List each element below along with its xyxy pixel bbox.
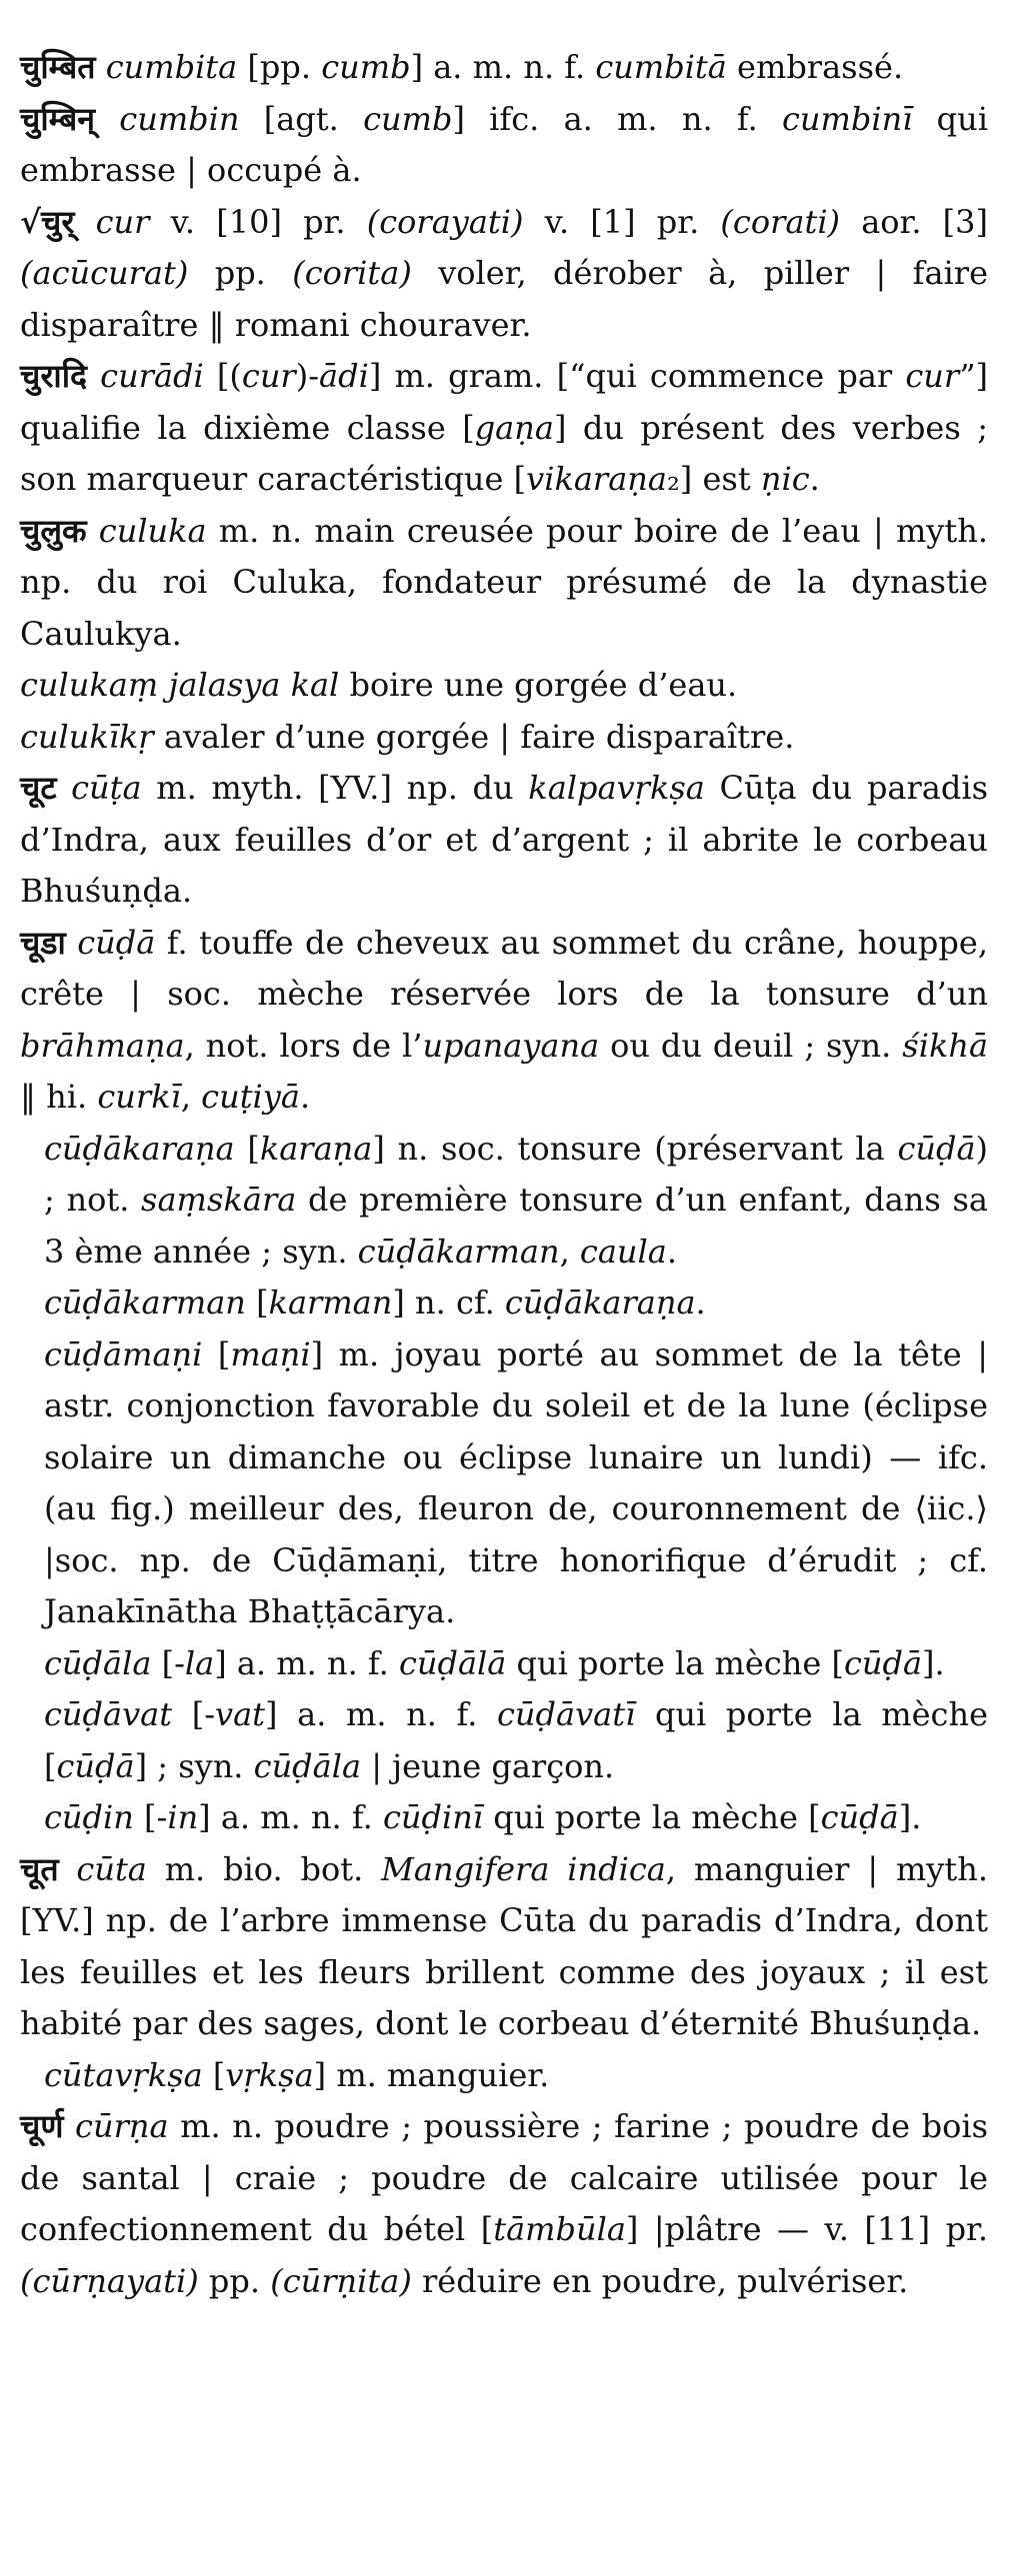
italic-term: vikaraṇa [526,460,667,498]
italic-term: cumbita [105,48,238,86]
headword-devanagari: चुरादि [20,357,87,395]
dictionary-entry [20,2101,988,2307]
sub-entry [20,1278,988,1329]
entry-text [63,2107,75,2145]
sub-entry [20,1124,988,1279]
italic-term: kalpavṛkṣa [528,769,705,807]
entry-text: [pp. [237,48,322,86]
entry-text: , [180,1078,202,1116]
entry-text: pp. [198,2261,271,2300]
dictionary-entry [20,660,988,712]
headword-devanagari: चुम्बित [20,48,96,86]
sub-entry [20,1329,988,1638]
italic-term: (acūcurat) [20,254,189,292]
entry-text: . [809,460,820,498]
italic-term: la [184,1643,215,1682]
entry-text: f. touffe de cheveux au sommet du crâne, houppe, crête | soc. mèche réservée lors de la tonsure d’un [20,923,989,1013]
entry-text [87,357,100,395]
headword-devanagari: चूर्ण [20,2107,64,2145]
entry-text: aor. [3] [840,202,988,241]
entry-text [66,924,77,962]
entry-text: , [559,1232,580,1271]
entry-text: m. myth. [YV.] np. du [141,769,529,807]
italic-term: cūḍāmaṇi [44,1334,203,1373]
italic-term: (corati) [720,202,841,241]
entry-text: ₂ [666,460,680,498]
italic-term: vṛkṣa [225,2055,314,2094]
italic-term: (cūrṇayati) [20,2261,199,2300]
italic-term: cūḍā [77,923,156,962]
entry-text: ‖ hi. [20,1078,98,1116]
entry-text: ] m. gram. [“qui commence par [368,357,906,395]
italic-term: ṇic [760,460,810,498]
entry-text: . [299,1078,311,1116]
entry-text: ]. [898,1798,922,1836]
entry-text: [ [202,2055,226,2094]
italic-term: cūḍāla [253,1746,362,1785]
entry-text: [- [133,1798,168,1836]
entry-text: ] a. m. n. f. [410,48,596,86]
italic-term: cumbinī [782,99,913,138]
entry-text: v. [1] pr. [523,202,721,241]
entry-text: de première tonsure d’un enfant, dans sa 3 ème année ; syn. [44,1181,989,1271]
entry-text: voler, dérober à, piller | faire disparaître ‖ romani chouraver. [20,254,988,344]
entry-text: v. [10] pr. [149,202,367,241]
headword-devanagari: चूत [20,1849,59,1888]
italic-term: tāmbūla [493,2210,626,2248]
headword-devanagari: चुलुक [20,511,87,550]
italic-term: karman [268,1284,393,1321]
entry-text: [ [202,1334,231,1373]
italic-term: gaṇa [474,408,554,447]
italic-term: cūḍākaraṇa [44,1129,235,1168]
entry-text: qui porte la mèche [ [506,1643,844,1682]
italic-term: cūḍā [56,1746,135,1785]
headword-devanagari: चूट [20,769,57,807]
entry-text: qui porte la mèche [ [483,1798,821,1836]
entry-text: avaler d’une gorgée | faire disparaître. [153,717,795,756]
italic-term: ādi [319,357,369,395]
entry-text: [agt. [239,99,364,138]
italic-term: cumb [321,48,411,86]
entry-text: [( [203,357,242,395]
entry-text [56,769,71,807]
italic-term: brāhmaṇa [20,1026,185,1065]
italic-term: cūḍinī [382,1798,484,1836]
entry-list [20,42,988,2307]
italic-term: cūṭa [71,769,142,807]
dictionary-entry [20,351,988,506]
entry-text: . [666,1232,677,1271]
entry-text: ou du deuil ; syn. [599,1026,903,1065]
dictionary-entry [20,763,988,918]
italic-term: cur [905,357,960,395]
entry-text: [- [151,1643,185,1682]
italic-term: cūḍākaraṇa [504,1284,696,1321]
sub-entry [20,1689,988,1792]
entry-text: ] m. manguier. [313,2055,550,2094]
entry-text: [ [245,1284,269,1321]
dictionary-entry [20,94,988,197]
entry-text [74,203,95,241]
italic-term: karaṇa [259,1129,373,1168]
entry-text: m. bio. bot. [146,1849,382,1888]
entry-text: ] ; syn. [134,1746,254,1785]
entry-text: ] n. soc. tonsure (préservant la [372,1129,898,1168]
italic-term: culukīkṛ [20,717,154,756]
entry-text: ]. [922,1643,945,1682]
italic-term: cūḍāvatī [496,1695,636,1733]
italic-term: culuka [98,511,207,550]
dictionary-entry [20,506,988,661]
dictionary-entry [20,918,988,1124]
italic-term: cūḍālā [398,1643,507,1682]
italic-term: in [167,1798,199,1836]
entry-text: ”] qualifie la dixième classe [ [20,357,989,447]
entry-text: | jeune garçon. [361,1746,615,1785]
entry-text: . [695,1284,706,1321]
italic-term: cur [241,357,296,395]
italic-term: culukaṃ jalasya kal [20,666,340,704]
italic-term: (corayati) [366,202,524,241]
sub-entry [20,1638,988,1690]
entry-text: ] |plâtre — v. [11] pr. [625,2210,989,2248]
italic-term: cūrṇa [75,2107,169,2145]
italic-term: (corita) [292,254,412,292]
italic-term: cumb [363,99,453,138]
entry-text: ] a. m. n. f. [198,1798,383,1836]
entry-text: ] a. m. n. f. [214,1643,399,1682]
italic-term: vat [215,1695,266,1733]
italic-term: cuṭiyā [201,1078,300,1116]
italic-term: śikhā [902,1026,989,1065]
entry-text: embrassé. [726,48,904,86]
entry-text: qui porte la mèche [ [44,1695,988,1785]
sub-entry [20,1792,988,1844]
italic-term: cur [95,202,150,241]
entry-text: )- [295,357,320,395]
italic-term: upanayana [422,1026,600,1065]
italic-term: curkī [97,1078,181,1116]
entry-text [95,100,119,138]
italic-term: cūḍākarman [44,1284,246,1321]
entry-text: ] m. joyau porté au sommet de la tête | astr. conjonction favorable du soleil et de la lune (éclipse solaire un dimanche ou éclipse lunaire un lundi) — ifc. (au fig.) meilleur des, fleuron de, couronnement de ⟨iic.⟩ |soc. np. de Cūḍāmaṇi, titre honorifique d’érudit ; cf. Janakīnātha Bhaṭṭācārya. [44,1334,989,1630]
italic-term: Mangifera indica [381,1849,666,1888]
italic-term: cūḍākarman [357,1232,560,1271]
italic-term: cūḍā [843,1643,923,1682]
entry-text: Cūṭa du paradis d’Indra, aux feuilles d’or et d’argent ; il abrite le corbeau Bhuśuṇḍa. [20,769,989,910]
entry-text: qui embrasse | occupé à. [20,99,989,189]
entry-text: boire une gorgée d’eau. [339,666,738,704]
italic-term: curādi [100,357,204,395]
italic-term: cūḍā [897,1129,976,1168]
entry-text [87,512,99,550]
entry-text: , not. lors de l’ [184,1026,423,1065]
italic-term: caula [579,1232,667,1271]
dictionary-entry [20,1844,988,2050]
sub-entry [20,2050,988,2102]
italic-term: cūḍin [44,1798,134,1836]
headword-devanagari: चूडा [20,923,66,962]
entry-text: ) ; not. [44,1129,989,1219]
dictionary-entry [20,197,988,352]
entry-text: m. n. main creusée pour boire de l’eau | myth. np. du roi Culuka, fondateur présumé de la dynastie Caulukya. [20,511,989,653]
entry-text: , manguier | myth. [YV.] np. de l’arbre immense Cūta du paradis d’Indra, dont les feuilles et les fleurs brillent comme des joyaux ; il est habité par des sages, dont le corbeau d’éternité Bhuśuṇḍa. [20,1849,989,2042]
entry-text: [- [172,1695,216,1733]
italic-term: (cūrṇita) [270,2261,412,2300]
italic-term: cumbin [119,99,240,138]
entry-text: réduire en poudre, pulvériser. [411,2261,909,2300]
entry-text: ] n. cf. [392,1284,505,1321]
headword-devanagari: √चुर् [20,202,75,241]
italic-term: maṇi [230,1334,311,1373]
italic-term: cūḍāla [44,1643,152,1682]
italic-term: cūtavṛkṣa [44,2055,203,2094]
entry-text: pp. [188,254,293,292]
italic-term: saṃskāra [141,1181,297,1219]
entry-text: ] est [679,460,761,498]
headword-devanagari: चुम्बिन् [20,99,96,138]
italic-term: cumbitā [595,48,727,86]
italic-term: cūḍāvat [44,1695,173,1733]
italic-term: cūta [76,1849,147,1888]
entry-text: [ [234,1129,260,1168]
dictionary-entry [20,712,988,764]
entry-text: ] du présent des verbes ; son marqueur caractéristique [ [20,408,989,498]
entry-text: m. n. poudre ; poussière ; farine ; poudre de bois de santal | craie ; poudre de calcaire utilisée pour le confectionnement du bétel [ [20,2107,989,2248]
dictionary-entry [20,42,988,94]
entry-text: ] ifc. a. m. n. f. [452,99,782,138]
entry-text [59,1850,77,1888]
entry-text [96,48,106,86]
italic-term: cūḍā [820,1798,899,1836]
entry-text: ] a. m. n. f. [265,1695,497,1733]
